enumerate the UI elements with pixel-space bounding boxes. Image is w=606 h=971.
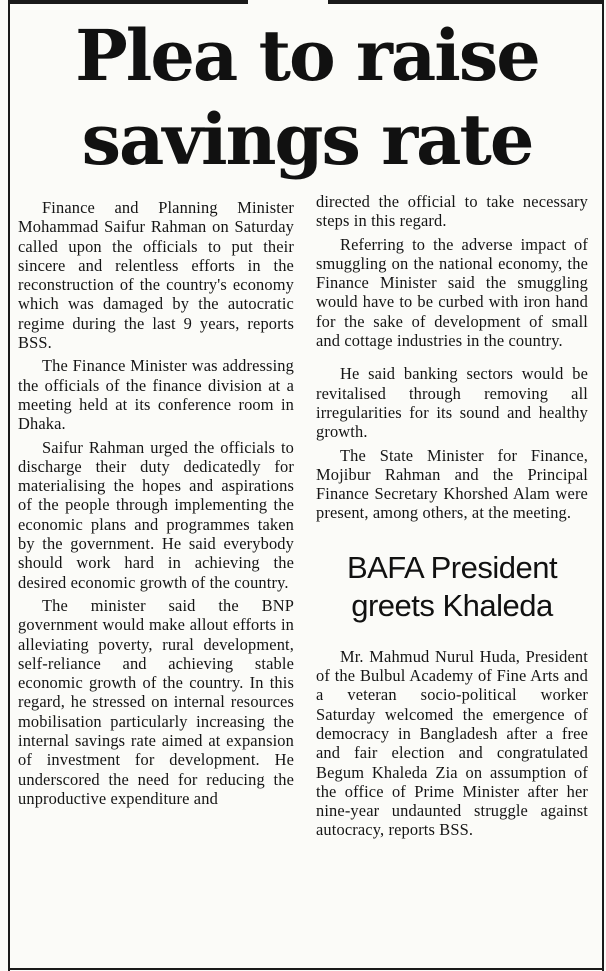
secondary-headline-line-1: BAFA President bbox=[346, 549, 558, 585]
article-paragraph: The Finance Minister was addressing the officials of the finance division at a meeting held at its conference room in Dhaka. bbox=[18, 356, 294, 434]
clipping-border-left bbox=[8, 0, 10, 971]
main-headline-line-1: Plea to raise bbox=[75, 14, 539, 97]
secondary-headline-line-2: greets Khaleda bbox=[351, 587, 553, 623]
clipping-border-bottom bbox=[8, 968, 604, 970]
article-paragraph: Finance and Planning Minister Mohammad Saifur Rahman on Saturday called upon the officials to put their sincere and relentless efforts in the reconstruction of the country's economy which was damaged by the autocratic regime during the last 9 years, reports BSS. bbox=[18, 198, 294, 353]
main-headline-line-2: savings rate bbox=[81, 98, 533, 181]
article-paragraph: Saifur Rahman urged the officials to discharge their duty dedicatedly for materialising the hopes and aspirations of the people through implementing the economic plans and programmes taken by the government. He said everybody should work hard in achieving the desired economic growth of the country. bbox=[18, 437, 294, 592]
secondary-article-paragraph: Mr. Mahmud Nurul Huda, President of the Bulbul Academy of Fine Arts and a veteran socio-political worker Saturday welcomed the emergence of democracy in Bangladesh after a free and fair election and congratulated Begum Khaleda Zia on assumption of the office of Prime Minister after her nine-year undaunted struggle against autocracy, reports BSS. bbox=[316, 646, 588, 840]
article-column-left bbox=[18, 198, 294, 812]
article-paragraph: directed the official to take necessary steps in this regard. bbox=[316, 192, 588, 231]
clipping-border-right bbox=[602, 0, 604, 971]
article-paragraph: The minister said the BNP government would make allout efforts in alleviating poverty, rural development, self-reliance and achieving stable economic growth of the country. In this regard, he stressed on internal resources mobilisation particularly increasing the internal savings rate aimed at expansion of investment for development. He underscored the need for reducing the unproductive expenditure and bbox=[18, 595, 294, 808]
article-paragraph: He said banking sectors would be revitalised through removing all irregularities for its sound and healthy growth. bbox=[316, 364, 588, 442]
article-paragraph: Referring to the adverse impact of smuggling on the national economy, the Finance Minister said the smuggling would have to be curbed with iron hand for the sake of development of small and cottage industries in the country. bbox=[316, 234, 588, 351]
article-paragraph: The State Minister for Finance, Mojibur Rahman and the Principal Finance Secretary Khorshed Alam were present, among others, at the meeting. bbox=[316, 445, 588, 523]
main-headline bbox=[12, 14, 602, 182]
clipping-border-gap bbox=[248, 0, 328, 4]
secondary-headline bbox=[316, 549, 588, 625]
article-column-right bbox=[316, 192, 588, 844]
